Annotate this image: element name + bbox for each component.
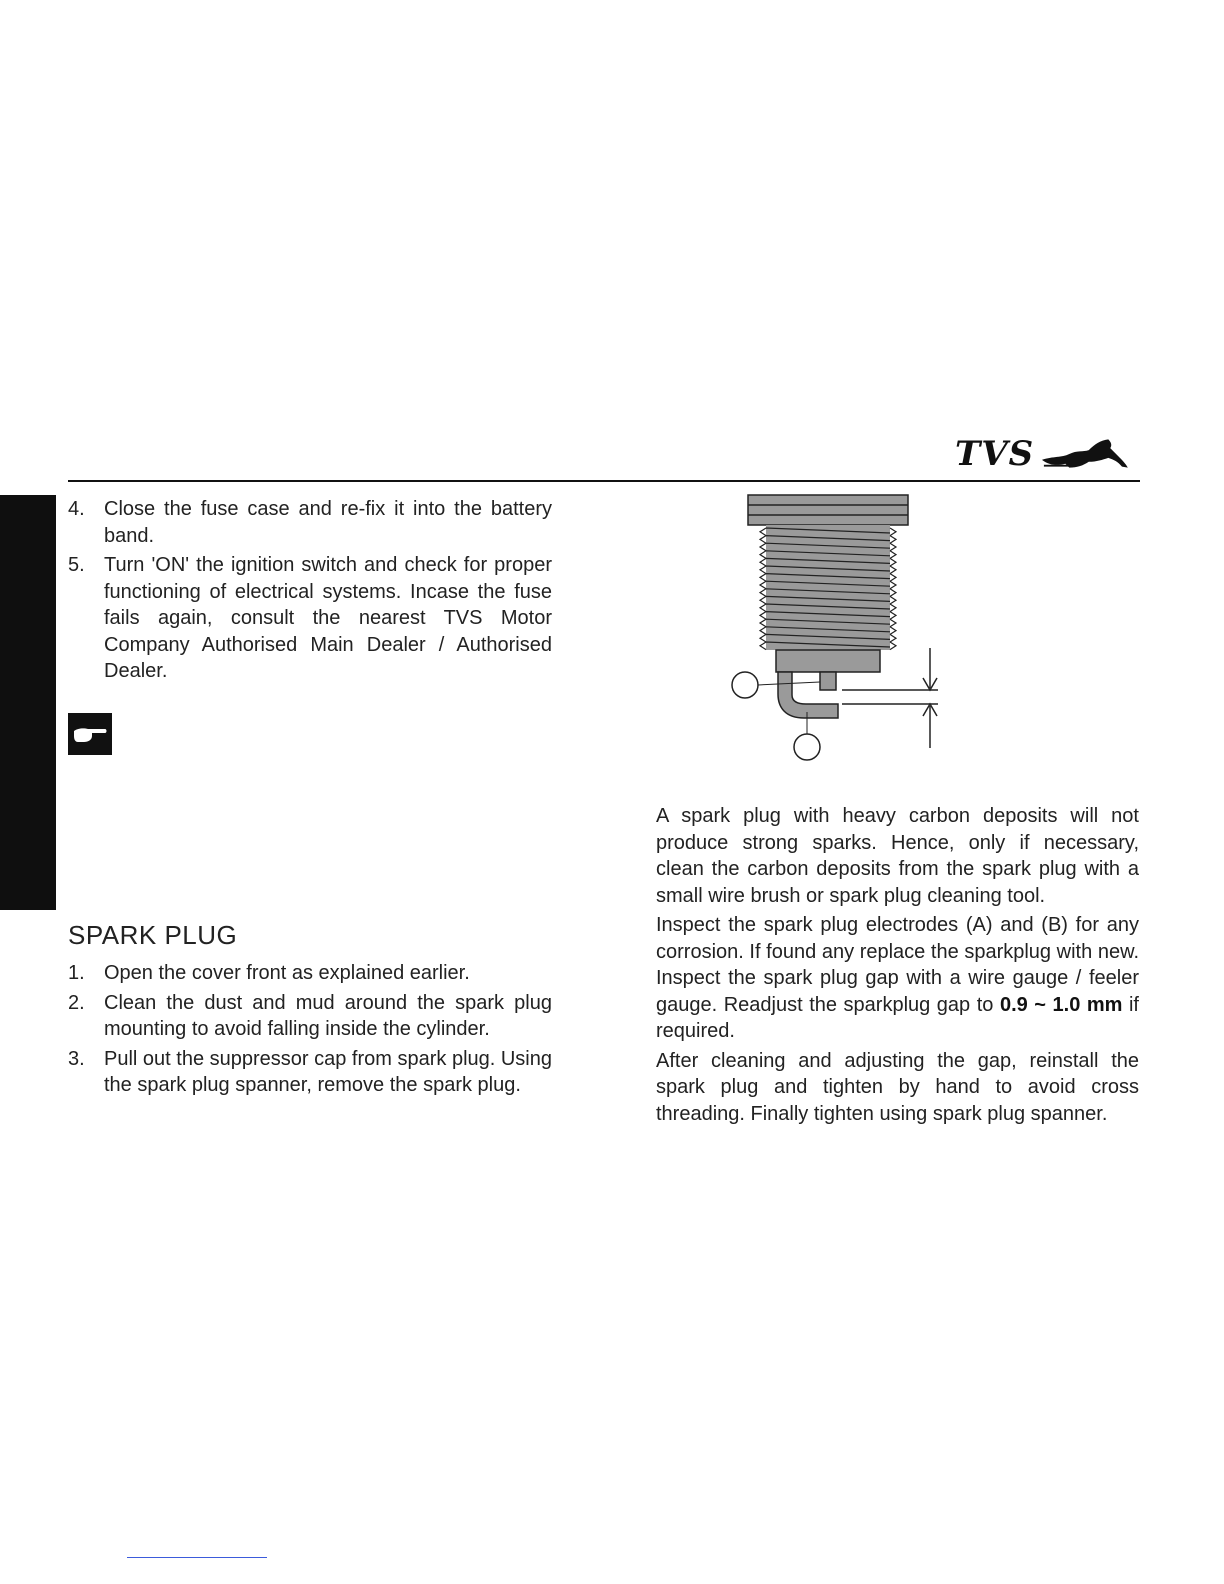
- section-heading: SPARK PLUG: [68, 920, 238, 950]
- inspect-text: Inspect the spark plug electrodes (A) and (B) for any corrosion. If found any replace the sparkplug with new. Inspect the spark plug gap with a wire gauge / feeler gauge. Readjust the sparkplug gap to: [656, 914, 1139, 1016]
- tvs-logo: [955, 432, 1130, 476]
- inspect-electrodes-paragraph: [656, 912, 1139, 1045]
- pointing-hand-icon: [68, 713, 112, 755]
- list-item: [68, 552, 552, 685]
- reinstall-paragraph: After cleaning and adjusting the gap, reinstall the spark plug and tighten by hand to avoid cross threading. Finally tighten using spark plug spanner.: [656, 1049, 1139, 1125]
- item-number: 1.: [68, 962, 85, 984]
- list-item: [68, 960, 552, 987]
- footer-link-line: [127, 1557, 267, 1558]
- item-number: 4.: [68, 498, 85, 520]
- item-number: 5.: [68, 554, 85, 576]
- horse-icon: [1040, 436, 1130, 472]
- inspect-text-end: if required.: [656, 993, 1139, 1042]
- item-number: 3.: [68, 1047, 85, 1070]
- list-item: [68, 990, 552, 1043]
- item-number: 2.: [68, 991, 85, 1014]
- callout-b-circle: [794, 734, 820, 760]
- fuse-steps-list: [68, 496, 552, 688]
- spark-plug-steps-list: [68, 960, 552, 1102]
- gap-spec: 0.9 ~ 1.0 mm: [999, 993, 1123, 1016]
- section-side-tab: [0, 495, 56, 910]
- item-text: Open the cover front as explained earlier.: [104, 962, 470, 984]
- list-item: [68, 1046, 552, 1099]
- item-text: Clean the dust and mud around the spark plug mounting to avoid falling inside the cylinder.: [104, 991, 552, 1040]
- carbon-deposits-paragraph: A spark plug with heavy carbon deposits will not produce strong sparks. Hence, only if necessary, clean the carbon deposits from the spark plug with a small wire brush or spark plug cleaning tool.: [656, 805, 1139, 907]
- callout-a-circle: [732, 672, 758, 698]
- list-item: [68, 496, 552, 549]
- item-text: Close the fuse case and re-fix it into the battery band.: [104, 498, 552, 547]
- item-text: Pull out the suppressor cap from spark plug. Using the spark plug spanner, remove the spark plug.: [104, 1047, 552, 1096]
- logo-text: TVS: [955, 434, 1035, 474]
- spark-plug-gap-diagram: [720, 490, 960, 770]
- item-text: Turn 'ON' the ignition switch and check for proper functioning of electrical systems. Incase the fuse fails again, consult the nearest TVS Motor Company Authorised Main Dealer / Authorised Dealer.: [104, 554, 552, 682]
- spark-plug-instructions: [656, 803, 1139, 1130]
- header-rule: [68, 480, 1140, 482]
